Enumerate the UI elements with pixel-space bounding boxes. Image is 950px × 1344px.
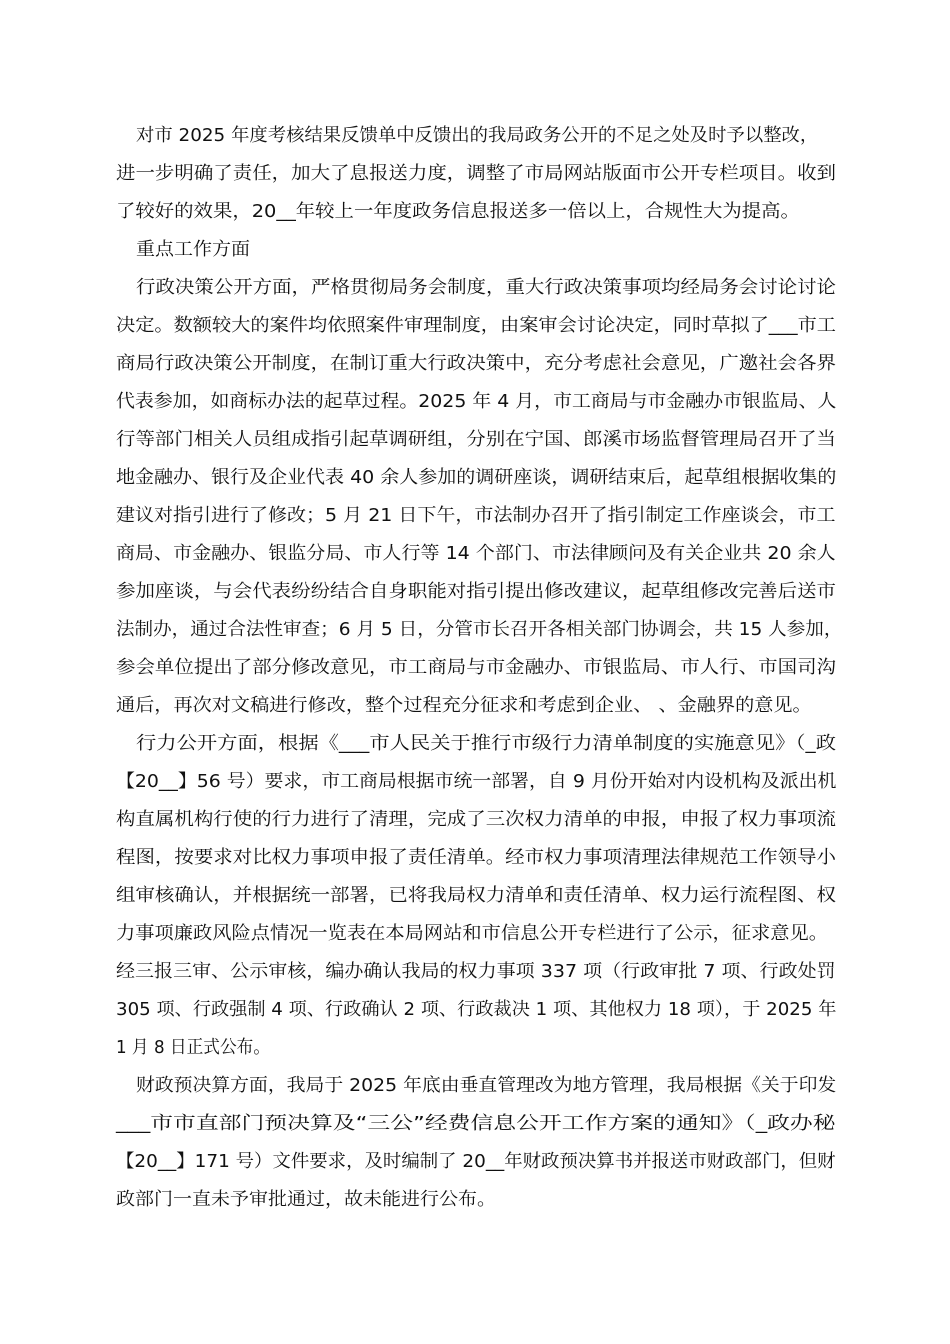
- text-line: 代表参加，如商标办法的起草过程。2025 年 4 月，市工商局与市金融办市银监局、人: [116, 391, 837, 412]
- text-line: 构直属机构行使的行力进行了清理，完成了三次权力清单的申报，申报了权力事项流: [116, 809, 836, 830]
- text-line: 经三报三审、公示审核，编办确认我局的权力事项 337 项（行政审批 7 项、行政处罚: [116, 961, 836, 982]
- text-line: 【20__】56 号）要求，市工商局根据市统一部署，自 9 月份开始对内设机构及派出机: [116, 771, 837, 792]
- text-line: 地金融办、银行及企业代表 40 余人参加的调研座谈，调研结束后，起草组根据收集的: [116, 467, 837, 488]
- text-line: 商局行政决策公开制度，在制订重大行政决策中，充分考虑社会意见，广邀社会各界: [116, 353, 836, 374]
- section-heading: 重点工作方面: [136, 239, 250, 260]
- text-line: 通后，再次对文稿进行修改，整个过程充分征求和考虑到企业、 、金融界的意见。: [116, 695, 812, 716]
- text-line: 行政决策公开方面，严格贯彻局务会制度，重大行政决策事项均经局务会讨论讨论: [136, 277, 836, 298]
- text-line: 行等部门相关人员组成指引起草调研组，分别在宁国、郎溪市场监督管理局召开了当: [116, 429, 836, 450]
- text-line: 305 项、行政强制 4 项、行政确认 2 项、行政裁决 1 项、其他权力 18 项），于 2025 年: [116, 999, 837, 1020]
- text-line: 参加座谈，与会代表纷纷结合自身职能对指引提出修改建议，起草组修改完善后送市: [116, 581, 836, 602]
- text-line: ___市市直部门预决算及“三公”经费信息公开工作方案的通知》（_政办秘: [116, 1113, 836, 1134]
- text-line: 程图，按要求对比权力事项申报了责任清单。经市权力事项清理法律规范工作领导小: [116, 847, 836, 868]
- text-line: 法制办，通过合法性审查；6 月 5 日，分管市长召开各相关部门协调会，共 15 人参加，: [116, 619, 843, 640]
- text-line: 1 月 8 日正式公布。: [116, 1037, 271, 1058]
- text-line: 进一步明确了责任，加大了息报送力度，调整了市局网站版面市公开专栏项目。收到: [116, 163, 836, 184]
- text-line: 了较好的效果，20__年较上一年度政务信息报送多一倍以上，合规性大为提高。: [116, 201, 800, 222]
- text-line: 商局、市金融办、银监分局、市人行等 14 个部门、市法律顾问及有关企业共 20 余人: [116, 543, 836, 564]
- text-line: 【20__】171 号）文件要求，及时编制了 20__年财政预决算书并报送市财政部门，但财: [116, 1151, 836, 1172]
- text-line: 决定。数额较大的案件均依照案件审理制度，由案审会讨论决定，同时草拟了___市工: [116, 315, 837, 336]
- text-line: 对市 2025 年度考核结果反馈单中反馈出的我局政务公开的不足之处及时予以整改，: [136, 125, 819, 146]
- text-line: 参会单位提出了部分修改意见，市工商局与市金融办、市银监局、市人行、市国司沟: [116, 657, 836, 678]
- text-line: 建议对指引进行了修改；5 月 21 日下午，市法制办召开了指引制定工作座谈会，市工: [116, 505, 836, 526]
- text-line: 组审核确认，并根据统一部署，已将我局权力清单和责任清单、权力运行流程图、权: [116, 885, 836, 906]
- text-line: 财政预决算方面，我局于 2025 年底由垂直管理改为地方管理，我局根据《关于印发: [136, 1075, 837, 1096]
- text-line: 政部门一直未予审批通过，故未能进行公布。: [116, 1189, 496, 1210]
- text-line: 行力公开方面，根据《___市人民关于推行市级行力清单制度的实施意见》（_政: [136, 733, 836, 754]
- text-line: 力事项廉政风险点情况一览表在本局网站和市信息公开专栏进行了公示，征求意见。: [116, 923, 828, 944]
